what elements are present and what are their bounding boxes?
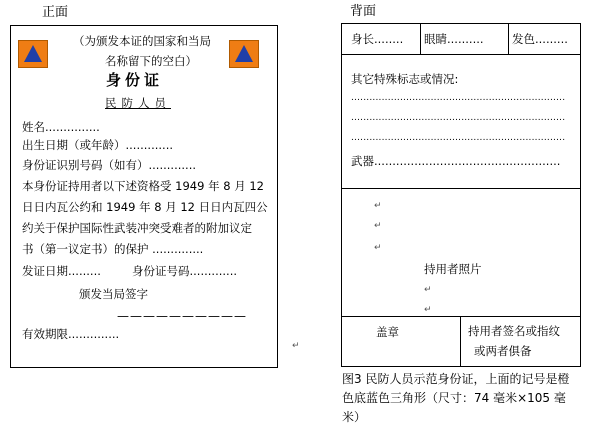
photo-label: 持用者照片 [424, 262, 482, 276]
card-title: 身份证 [106, 71, 164, 89]
back-heading: 背面 [350, 4, 377, 19]
paragraph-mark: ↵ [424, 285, 432, 295]
field-issue-date: 发证日期......... [22, 264, 101, 278]
divider [342, 316, 580, 317]
figure-caption: 图3 民防人员示范身份证，上面的记号是橙色底蓝色三角形（尺寸：74 毫米×105 毫米） [342, 372, 570, 424]
back-card [341, 23, 581, 367]
declaration-line-3: 约关于保护国际性武装冲突受难者的附加议定 [22, 221, 252, 235]
paragraph-mark: ↵ [374, 221, 382, 231]
divider [342, 188, 580, 189]
field-birth: 出生日期（或年龄）............. [22, 138, 174, 152]
field-id-number: 身份证识别号码（如有）............. [22, 158, 197, 172]
issuer-note-line2: 名称留下的空白） [105, 54, 197, 68]
front-card [10, 25, 278, 368]
paragraph-mark: ↵ [374, 201, 382, 211]
stamp-label: 盖章 [376, 325, 399, 339]
field-hair: 发色......... [512, 32, 568, 46]
field-eyes: 眼睛.......... [424, 32, 484, 46]
civil-defence-emblem-right [229, 40, 259, 68]
civil-defence-emblem-left [18, 40, 48, 68]
declaration-line-2: 日日内瓦公约和 1949 年 8 月 12 日日内瓦四公 [22, 200, 268, 214]
signature-label: 颁发当局签字 [79, 287, 148, 301]
paragraph-mark: ↵ [424, 305, 432, 315]
declaration-line-4: 书（第一议定书）的保护 .............. [22, 242, 204, 256]
field-card-number: 身份证号码............. [132, 264, 238, 278]
field-height: 身长........ [351, 32, 404, 46]
divider [420, 24, 421, 54]
field-weapons: 武器................................................... [351, 154, 561, 168]
front-heading: 正面 [42, 5, 69, 20]
signature-line: —————————— [117, 309, 247, 323]
paragraph-mark: ↵ [374, 243, 382, 253]
other-marks-label: 其它特殊标志或情况: [351, 72, 459, 86]
field-validity: 有效期限.............. [22, 327, 120, 341]
civil-defence-triangle-icon [19, 41, 47, 67]
holder-signature-line2: 或两者俱备 [474, 344, 532, 358]
paragraph-mark: ↵ [292, 341, 300, 351]
dots-row-3: ...................................................................... [351, 133, 566, 143]
field-name: 姓名............... [22, 120, 100, 134]
holder-signature-line1: 持用者签名或指纹 [468, 324, 560, 338]
divider [342, 54, 580, 55]
dots-row-2: ...................................................................... [351, 113, 566, 123]
card-subtitle: 民防人员 [105, 96, 171, 110]
issuer-note-line1: （为颁发本证的国家和当局 [73, 34, 211, 48]
declaration-line-1: 本身份证持用者以下述资格受 1949 年 8 月 12 [22, 179, 264, 193]
civil-defence-triangle-icon [230, 41, 258, 67]
divider [460, 316, 461, 366]
divider [508, 24, 509, 54]
dots-row-1: ...................................................................... [351, 93, 566, 103]
